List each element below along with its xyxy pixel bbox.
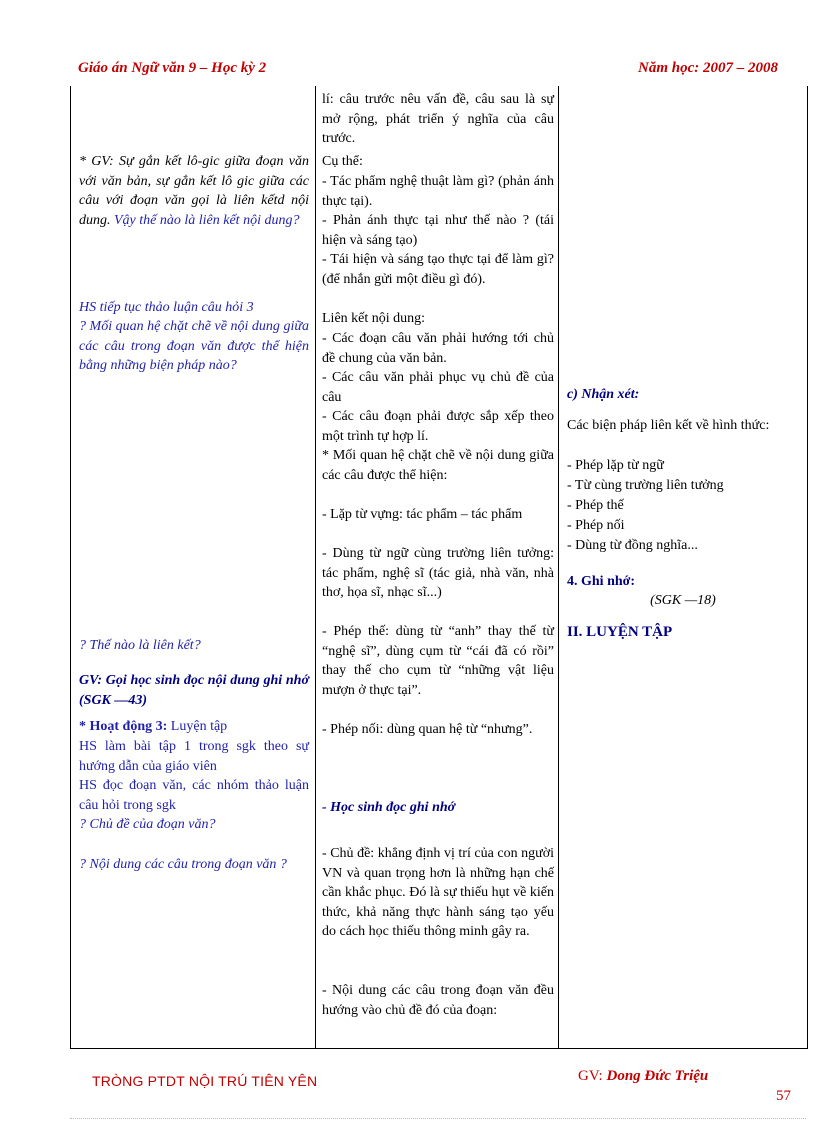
content-l5: - Các câu văn phải phục vụ chủ đề của câu (322, 370, 554, 405)
lesson-table (70, 86, 808, 1049)
ghinho-sgk: (SGK —18) (650, 593, 716, 608)
content-p1: lí: câu trước nêu vấn đề, câu sau là sự mở rộng, phát triển ý nghĩa của câu trước. (322, 92, 554, 146)
content-hs-ghinho: - Học sinh đọc ghi nhớ (322, 800, 456, 815)
footer-dotted-line (70, 1118, 806, 1119)
activity-column (71, 86, 316, 1048)
gv-question: Vậy thế nào là liên kết nội dung? (114, 212, 300, 228)
footer-gv-label: GV: (578, 1068, 607, 1084)
gv-text: * GV: Sự gắn kết lô-gic giữa đoạn văn với văn bản, sự gắn kết lô gic giữa các câu với đoạn văn gọi là liên kếtd nội dung. (79, 154, 309, 228)
header-school-year: Năm học: 2007 – 2008 (638, 60, 778, 76)
footer-gv-name: Dong Đức Triệu (606, 1068, 709, 1084)
page-number: 57 (776, 1088, 791, 1104)
nhanxet-item-1: - Phép lặp từ ngữ (567, 458, 664, 473)
content-l9: - Dùng từ ngữ cùng trường liên tưởng: tác phẩm, nghệ sĩ (tác giả, nhà văn, nhà thơ, họa sĩ, nhạc sĩ...) (322, 546, 554, 600)
content-l7: * Mối quan hệ chặt chẽ về nội dung giữa các câu được thể hiện: (322, 448, 554, 483)
question-lienket: ? Thế nào là liên kết? (79, 638, 201, 653)
question-chude: ? Chủ đề của đoạn văn? (79, 817, 216, 832)
footer-school: TRÒNG PTDT NỘI TRÚ TIÊN YÊN (92, 1073, 318, 1089)
footer-teacher (578, 1068, 708, 1085)
content-column (316, 86, 559, 1048)
content-l12: - Chủ đề: khẳng định vị trí của con người VN và quan trọng hơn là những hạn chế cần khắc phục. Đó là sự thiếu hụt về kiến thức, khả năng thực hành sáng tạo yếu do cách học thiếu thông minh gây ra. (322, 846, 554, 939)
hoatdong-title: * Hoạt động 3: (79, 719, 168, 734)
notes-column (559, 86, 807, 1048)
hs-baitap: HS làm bài tập 1 trong sgk theo sự hướng dẫn của giáo viên (79, 739, 309, 774)
nhanxet-heading: c) Nhận xét: (567, 387, 640, 402)
nhanxet-item-5: - Dùng từ đồng nghĩa... (567, 538, 698, 553)
content-l4: - Các đoạn câu văn phải hướng tới chủ đề chung của văn bản. (322, 331, 554, 366)
gv-explanation (79, 152, 309, 230)
gv-ghinho: GV: Gọi học sinh đọc nội dung ghi nhớ (SGK —43) (79, 673, 309, 708)
question-noidung: ? Nội dung các câu trong đoạn văn ? (79, 857, 287, 872)
content-l3: - Tái hiện và sáng tạo thực tại để làm gì? (để nhắn gửi một điều gì đó). (322, 252, 554, 287)
question-3: ? Mối quan hệ chặt chẽ về nội dung giữa các câu trong đoạn văn được thể hiện bằng những biện pháp nào? (79, 319, 309, 373)
ghinho-heading: 4. Ghi nhớ: (567, 574, 636, 589)
hoatdong-text: Luyện tập (167, 719, 228, 734)
content-l6: - Các câu đoạn phải được sắp xếp theo một trình tự hợp lí. (322, 409, 554, 444)
content-l11: - Phép nối: dùng quan hệ từ “nhưng”. (322, 722, 533, 737)
luyentap-heading: II. LUYỆN TẬP (567, 624, 673, 640)
hs-doc: HS đọc đoạn văn, các nhóm thảo luận câu hỏi trong sgk (79, 778, 309, 813)
content-l10: - Phép thế: dùng từ “anh” thay thế từ “nghệ sĩ”, dùng cụm từ “cái đã có rồi” thay thế cho cụm từ “những vật liệu mượn ở thực tại”. (322, 624, 554, 698)
content-lknd: Liên kết nội dung: (322, 311, 426, 326)
hs-discuss: HS tiếp tục thảo luận câu hỏi 3 (79, 300, 254, 315)
nhanxet-item-2: - Từ cùng trường liên tưởng (567, 478, 724, 493)
content-cuthe: Cụ thể: (322, 154, 363, 169)
content-l8: - Lặp từ vựng: tác phẩm – tác phẩm (322, 507, 523, 522)
hoatdong-3 (79, 717, 309, 737)
nhanxet-item-3: - Phép thế (567, 498, 624, 513)
content-l1: - Tác phẩm nghệ thuật làm gì? (phản ánh thực tại). (322, 174, 554, 209)
content-l2: - Phản ánh thực tại như thế nào ? (tái hiện và sáng tạo) (322, 213, 554, 248)
nhanxet-item-4: - Phép nối (567, 518, 625, 533)
content-l13: - Nội dung các câu trong đoạn văn đều hướng vào chủ đề đó của đoạn: (322, 983, 554, 1018)
nhanxet-intro: Các biện pháp liên kết về hình thức: (567, 418, 770, 433)
header-title: Giáo án Ngữ văn 9 – Học kỳ 2 (78, 60, 267, 76)
